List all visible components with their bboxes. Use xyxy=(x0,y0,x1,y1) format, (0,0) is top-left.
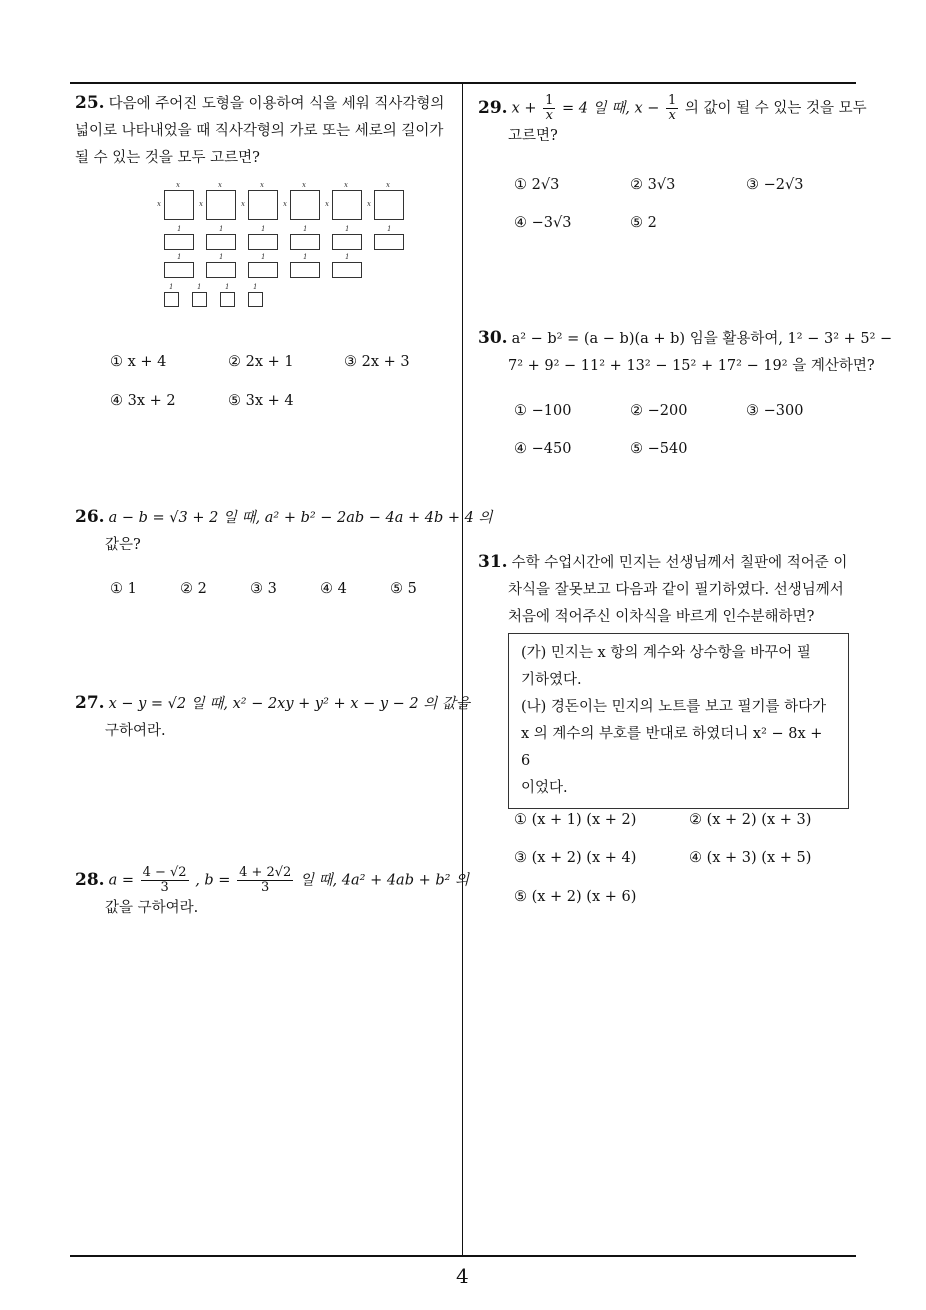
tile-label: x xyxy=(241,200,245,208)
tile-label: 1 xyxy=(225,283,230,291)
fraction-numerator: 1 xyxy=(668,93,677,108)
question-25 xyxy=(75,90,455,172)
condition-line: (가) 민지는 x 항의 계수와 상수항을 바꾸어 필 xyxy=(521,645,811,661)
question-text: 7² + 9² − 11² + 13² − 15² + 17² − 19² 을 계산하면? xyxy=(508,358,875,374)
x-rect-tile xyxy=(374,234,404,250)
tile-label: x xyxy=(157,200,161,208)
question-text: 의 값이 될 수 있는 것을 모두 xyxy=(684,100,867,117)
tile-label: x xyxy=(218,181,222,189)
question-number: 30. xyxy=(478,328,508,348)
fraction-denominator: x xyxy=(668,108,676,123)
option-4[interactable]: ④ 4 xyxy=(320,581,347,597)
x-rect-tile xyxy=(206,262,236,278)
option-1[interactable]: ① 2√3 xyxy=(514,177,560,193)
tile-label: x xyxy=(199,200,203,208)
tile-label: x xyxy=(367,200,371,208)
question-29 xyxy=(478,93,867,150)
tile-label: 1 xyxy=(197,283,202,291)
option-2[interactable]: ② −200 xyxy=(630,403,688,419)
unit-square-tile xyxy=(192,292,207,307)
tile-label: 1 xyxy=(177,253,182,261)
fraction-denominator: 3 xyxy=(261,880,270,895)
x-square-tile xyxy=(164,190,194,220)
tile-label: x xyxy=(325,200,329,208)
x-rect-tile xyxy=(290,234,320,250)
option-3[interactable]: ③ 3 xyxy=(250,581,277,597)
condition-line: (나) 경돈이는 민지의 노트를 보고 필기를 하다가 xyxy=(521,699,827,715)
fraction-1-over-x xyxy=(543,94,555,123)
option-3[interactable]: ③ −300 xyxy=(746,403,804,419)
question-text: 수학 수업시간에 민지는 선생님께서 칠판에 적어준 이 xyxy=(511,555,848,571)
fraction-b xyxy=(237,866,293,895)
condition-line: x 의 계수의 부호를 반대로 하였더니 x² − 8x + 6 xyxy=(521,726,823,769)
option-5[interactable]: ⑤ 2 xyxy=(630,215,657,231)
condition-box xyxy=(508,633,849,809)
x-rect-tile xyxy=(290,262,320,278)
question-text: a − b = √3 + 2 일 때, a² + b² − 2ab − 4a + 4b + 4 의 xyxy=(108,510,493,526)
question-text: 고르면? xyxy=(508,128,558,144)
a-lhs: a = xyxy=(108,872,134,889)
question-text: 처음에 적어주신 이차식을 바르게 인수분해하면? xyxy=(508,609,815,625)
tile-label: 1 xyxy=(303,225,308,233)
tile-label: 1 xyxy=(261,253,266,261)
question-27 xyxy=(75,690,470,745)
question-number: 26. xyxy=(75,507,105,527)
question-31 xyxy=(478,549,863,631)
tile-label: 1 xyxy=(303,253,308,261)
option-1[interactable]: ① x + 4 xyxy=(110,354,167,370)
question-number: 27. xyxy=(75,693,105,713)
option-2[interactable]: ② 2x + 1 xyxy=(228,354,294,370)
column-divider xyxy=(462,82,463,1256)
x-rect-tile xyxy=(332,262,362,278)
question-number: 25. xyxy=(75,93,105,113)
expr-mid: = 4 일 때, x − xyxy=(562,100,660,117)
question-text: 값을 구하여라. xyxy=(105,900,199,916)
fraction-a xyxy=(141,866,189,895)
option-5[interactable]: ⑤ 5 xyxy=(390,581,417,597)
x-rect-tile xyxy=(332,234,362,250)
question-text: 값은? xyxy=(105,537,141,553)
fraction-denominator: 3 xyxy=(160,880,169,895)
condition-line: 기하였다. xyxy=(521,672,582,688)
option-1[interactable]: ① 1 xyxy=(110,581,137,597)
question-text: 일 때, 4a² + 4ab + b² 의 xyxy=(299,872,470,889)
question-text: 다음에 주어진 도형을 이용하여 식을 세워 직사각형의 넓이로 나타내었을 때 직사각형의 가로 또는 세로의 길이가 될 수 있는 것을 모두 고르면? xyxy=(75,96,445,166)
option-5[interactable]: ⑤ (x + 2) (x + 6) xyxy=(514,889,637,905)
unit-square-tile xyxy=(220,292,235,307)
option-2[interactable]: ② 3√3 xyxy=(630,177,676,193)
x-rect-tile xyxy=(248,262,278,278)
option-2[interactable]: ② (x + 2) (x + 3) xyxy=(689,812,812,828)
fraction-1-over-x xyxy=(666,94,678,123)
unit-square-tile xyxy=(248,292,263,307)
fraction-numerator: 4 − √2 xyxy=(142,865,187,880)
fraction-numerator: 1 xyxy=(545,93,554,108)
x-rect-tile xyxy=(248,234,278,250)
top-rule xyxy=(70,82,856,84)
option-4[interactable]: ④ (x + 3) (x + 5) xyxy=(689,850,812,866)
tile-label: x xyxy=(302,181,306,189)
x-square-tile xyxy=(290,190,320,220)
x-square-tile xyxy=(332,190,362,220)
tile-label: 1 xyxy=(177,225,182,233)
x-square-tile xyxy=(248,190,278,220)
tile-label: 1 xyxy=(387,225,392,233)
question-text: 차식을 잘못보고 다음과 같이 필기하였다. 선생님께서 xyxy=(508,582,844,598)
x-rect-tile xyxy=(164,262,194,278)
expr-pre: x + xyxy=(511,100,537,117)
option-3[interactable]: ③ 2x + 3 xyxy=(344,354,410,370)
tile-label: x xyxy=(176,181,180,189)
fraction-denominator: x xyxy=(545,108,553,123)
tile-label: 1 xyxy=(261,225,266,233)
tile-label: 1 xyxy=(253,283,258,291)
option-4[interactable]: ④ −450 xyxy=(514,441,572,457)
tile-label: 1 xyxy=(345,253,350,261)
tile-label: 1 xyxy=(169,283,174,291)
x-rect-tile xyxy=(164,234,194,250)
tile-label: 1 xyxy=(219,225,224,233)
question-text: 구하여라. xyxy=(105,723,166,739)
x-rect-tile xyxy=(206,234,236,250)
option-1[interactable]: ① (x + 1) (x + 2) xyxy=(514,812,637,828)
tile-label: 1 xyxy=(345,225,350,233)
question-number: 28. xyxy=(75,869,105,890)
option-5[interactable]: ⑤ −540 xyxy=(630,441,688,457)
option-3[interactable]: ③ (x + 2) (x + 4) xyxy=(514,850,637,866)
question-number: 29. xyxy=(478,97,508,118)
page-number: 4 xyxy=(456,1264,469,1288)
option-4[interactable]: ④ −3√3 xyxy=(514,215,572,231)
option-3[interactable]: ③ −2√3 xyxy=(746,177,804,193)
tile-label: x xyxy=(283,200,287,208)
option-4[interactable]: ④ 3x + 2 xyxy=(110,393,176,409)
x-square-tile xyxy=(206,190,236,220)
tile-label: 1 xyxy=(219,253,224,261)
x-square-tile xyxy=(374,190,404,220)
option-1[interactable]: ① −100 xyxy=(514,403,572,419)
algebra-tiles-figure xyxy=(150,180,410,315)
option-2[interactable]: ② 2 xyxy=(180,581,207,597)
question-30 xyxy=(478,325,893,380)
question-28 xyxy=(75,865,470,922)
condition-line: 이었다. xyxy=(521,780,568,796)
question-text: a² − b² = (a − b)(a + b) 임을 활용하여, 1² − 3² + 5² − xyxy=(511,331,893,347)
tile-label: x xyxy=(344,181,348,189)
unit-square-tile xyxy=(164,292,179,307)
option-5[interactable]: ⑤ 3x + 4 xyxy=(228,393,294,409)
bottom-rule xyxy=(70,1255,856,1257)
b-lhs: , b = xyxy=(195,872,231,889)
fraction-numerator: 4 + 2√2 xyxy=(239,865,292,880)
question-number: 31. xyxy=(478,552,508,572)
question-text: x − y = √2 일 때, x² − 2xy + y² + x − y − 2 의 값을 xyxy=(108,696,470,712)
tile-label: x xyxy=(386,181,390,189)
question-26 xyxy=(75,504,493,559)
tile-label: x xyxy=(260,181,264,189)
